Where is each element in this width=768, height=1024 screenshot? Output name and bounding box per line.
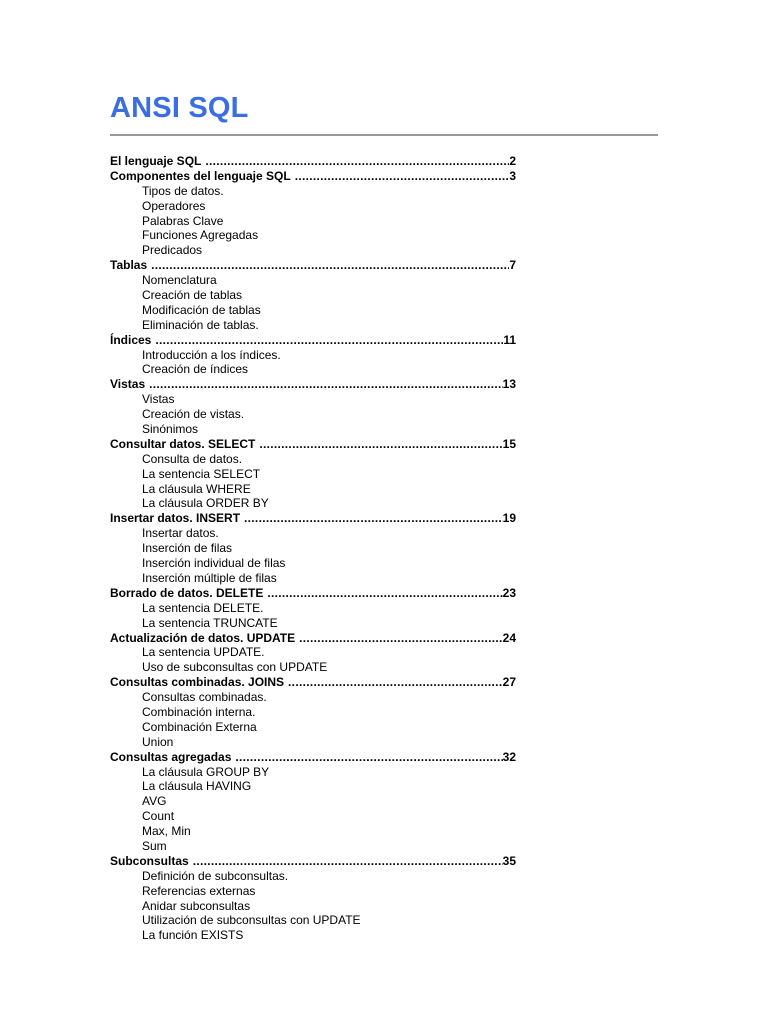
toc-subsection[interactable]: Insertar datos. <box>142 526 219 541</box>
toc-page-number: 3 <box>509 168 516 183</box>
table-of-contents <box>110 154 530 943</box>
toc-page-number: 15 <box>502 436 516 451</box>
toc-section-heading[interactable] <box>110 750 516 765</box>
toc-subsection[interactable]: Sinónimos <box>142 422 199 437</box>
toc-subsection-list <box>110 645 530 675</box>
toc-subsection[interactable]: La cláusula WHERE <box>142 481 251 496</box>
toc-section-heading[interactable] <box>110 154 516 169</box>
toc-subsection[interactable]: Inserción de filas <box>142 541 233 556</box>
toc-page-number: 32 <box>502 749 516 764</box>
toc-subsection[interactable]: Nomenclatura <box>142 273 217 288</box>
toc-subsection-list <box>110 765 530 854</box>
toc-subsection[interactable]: Count <box>142 809 175 824</box>
toc-section-title: Tablas <box>110 258 148 273</box>
toc-section <box>110 586 530 631</box>
toc-dot-leader <box>240 511 503 526</box>
toc-subsection[interactable]: Palabras Clave <box>142 213 224 228</box>
toc-subsection[interactable]: La cláusula ORDER BY <box>142 496 269 511</box>
toc-subsection[interactable]: AVG <box>142 794 167 809</box>
toc-subsection[interactable]: Utilización de subconsultas con UPDATE <box>142 913 361 928</box>
toc-subsection[interactable]: Combinación interna. <box>142 704 256 719</box>
toc-section <box>110 333 530 378</box>
toc-section-title: Consultar datos. SELECT <box>110 436 256 451</box>
toc-subsection[interactable]: Union <box>142 734 174 749</box>
toc-section-heading[interactable] <box>110 437 516 452</box>
toc-subsection[interactable]: La cláusula HAVING <box>142 779 252 794</box>
toc-section <box>110 854 530 943</box>
toc-subsection[interactable]: Consultas combinadas. <box>142 690 267 705</box>
toc-section <box>110 437 530 511</box>
toc-section-title: El lenguaje SQL <box>110 154 202 168</box>
toc-section-title: Insertar datos. INSERT <box>110 511 241 526</box>
title-divider <box>110 134 658 136</box>
toc-dot-leader <box>145 377 503 392</box>
toc-subsection[interactable]: Predicados <box>142 243 203 258</box>
toc-section-title: Borrado de datos. DELETE <box>110 585 264 600</box>
toc-section-title: Subconsultas <box>110 853 189 868</box>
toc-page-number: 19 <box>502 511 516 526</box>
toc-subsection[interactable]: Creación de vistas. <box>142 407 245 422</box>
toc-subsection[interactable]: La cláusula GROUP BY <box>142 764 270 779</box>
toc-dot-leader <box>255 437 502 452</box>
toc-dot-leader <box>189 854 503 869</box>
toc-subsection-list <box>110 348 530 378</box>
toc-section-heading[interactable] <box>110 258 516 273</box>
toc-section-title: Actualización de datos. UPDATE <box>110 630 296 645</box>
toc-subsection[interactable]: Eliminación de tablas. <box>142 317 259 332</box>
toc-section-title: Componentes del lenguaje SQL <box>110 168 291 183</box>
toc-section-title: Índices <box>110 332 152 347</box>
toc-section <box>110 511 530 585</box>
toc-section <box>110 169 530 258</box>
toc-page-number: 13 <box>502 377 516 392</box>
toc-subsection-list <box>110 690 530 750</box>
toc-subsection[interactable]: La función EXISTS <box>142 928 244 943</box>
toc-dot-leader <box>147 258 509 273</box>
toc-dot-leader <box>201 154 509 169</box>
toc-dot-leader <box>284 675 503 690</box>
toc-page-number: 11 <box>503 332 516 347</box>
toc-page-number: 7 <box>509 258 516 273</box>
toc-section-title: Consultas combinadas. JOINS <box>110 675 285 690</box>
toc-subsection[interactable]: Anidar subconsultas <box>142 898 251 913</box>
toc-section-heading[interactable] <box>110 675 516 690</box>
toc-section-title: Consultas agregadas <box>110 749 232 764</box>
toc-page-number: 2 <box>509 154 516 168</box>
toc-dot-leader <box>295 631 503 646</box>
toc-subsection-list <box>110 273 530 333</box>
toc-dot-leader <box>263 586 502 601</box>
toc-section-heading[interactable] <box>110 333 516 348</box>
toc-subsection-list <box>110 184 530 258</box>
toc-subsection[interactable]: La sentencia TRUNCATE <box>142 615 278 630</box>
toc-section-heading[interactable] <box>110 631 516 646</box>
toc-subsection[interactable]: Referencias externas <box>142 883 256 898</box>
toc-subsection[interactable]: Sum <box>142 838 167 853</box>
toc-subsection[interactable]: Max, Min <box>142 824 191 839</box>
toc-subsection[interactable]: Consulta de datos. <box>142 451 243 466</box>
toc-subsection-list <box>110 392 530 437</box>
toc-subsection[interactable]: Combinación Externa <box>142 719 257 734</box>
toc-subsection[interactable]: Funciones Agregadas <box>142 228 259 243</box>
document-title: ANSI SQL <box>110 92 249 124</box>
toc-subsection-list <box>110 452 530 512</box>
toc-section <box>110 258 530 332</box>
toc-dot-leader <box>231 750 502 765</box>
toc-section-heading[interactable] <box>110 586 516 601</box>
toc-subsection[interactable]: Modificación de tablas <box>142 302 261 317</box>
toc-section-title: Vistas <box>110 377 146 392</box>
toc-subsection[interactable]: Creación de índices <box>142 362 249 377</box>
toc-section-heading[interactable] <box>110 169 516 184</box>
toc-section-heading[interactable] <box>110 511 516 526</box>
toc-section <box>110 377 530 437</box>
toc-subsection[interactable]: Inserción individual de filas <box>142 556 286 571</box>
toc-section-heading[interactable] <box>110 377 516 392</box>
toc-page-number: 27 <box>502 675 516 690</box>
toc-subsection[interactable]: Creación de tablas <box>142 288 243 303</box>
toc-subsection[interactable]: Inserción múltiple de filas <box>142 570 277 585</box>
toc-dot-leader <box>291 169 510 184</box>
toc-section <box>110 750 530 854</box>
toc-subsection-list <box>110 869 530 943</box>
toc-section <box>110 631 530 676</box>
toc-subsection[interactable]: La sentencia SELECT <box>142 466 261 481</box>
toc-page-number: 35 <box>502 853 516 868</box>
toc-subsection[interactable]: Operadores <box>142 198 206 213</box>
toc-subsection[interactable]: La sentencia UPDATE. <box>142 645 265 660</box>
toc-subsection[interactable]: Definición de subconsultas. <box>142 868 289 883</box>
toc-subsection[interactable]: Uso de subconsultas con UPDATE <box>142 660 328 675</box>
toc-subsection-list <box>110 601 530 631</box>
toc-section <box>110 675 530 749</box>
toc-section <box>110 154 530 169</box>
toc-subsection[interactable]: Tipos de datos. <box>142 183 224 198</box>
toc-subsection[interactable]: Introducción a los índices. <box>142 347 281 362</box>
toc-page-number: 24 <box>502 630 516 645</box>
toc-page-number: 23 <box>502 585 516 600</box>
toc-subsection[interactable]: La sentencia DELETE. <box>142 600 264 615</box>
toc-dot-leader <box>151 333 503 348</box>
toc-section-heading[interactable] <box>110 854 516 869</box>
toc-subsection-list <box>110 526 530 586</box>
toc-subsection[interactable]: Vistas <box>142 392 175 407</box>
